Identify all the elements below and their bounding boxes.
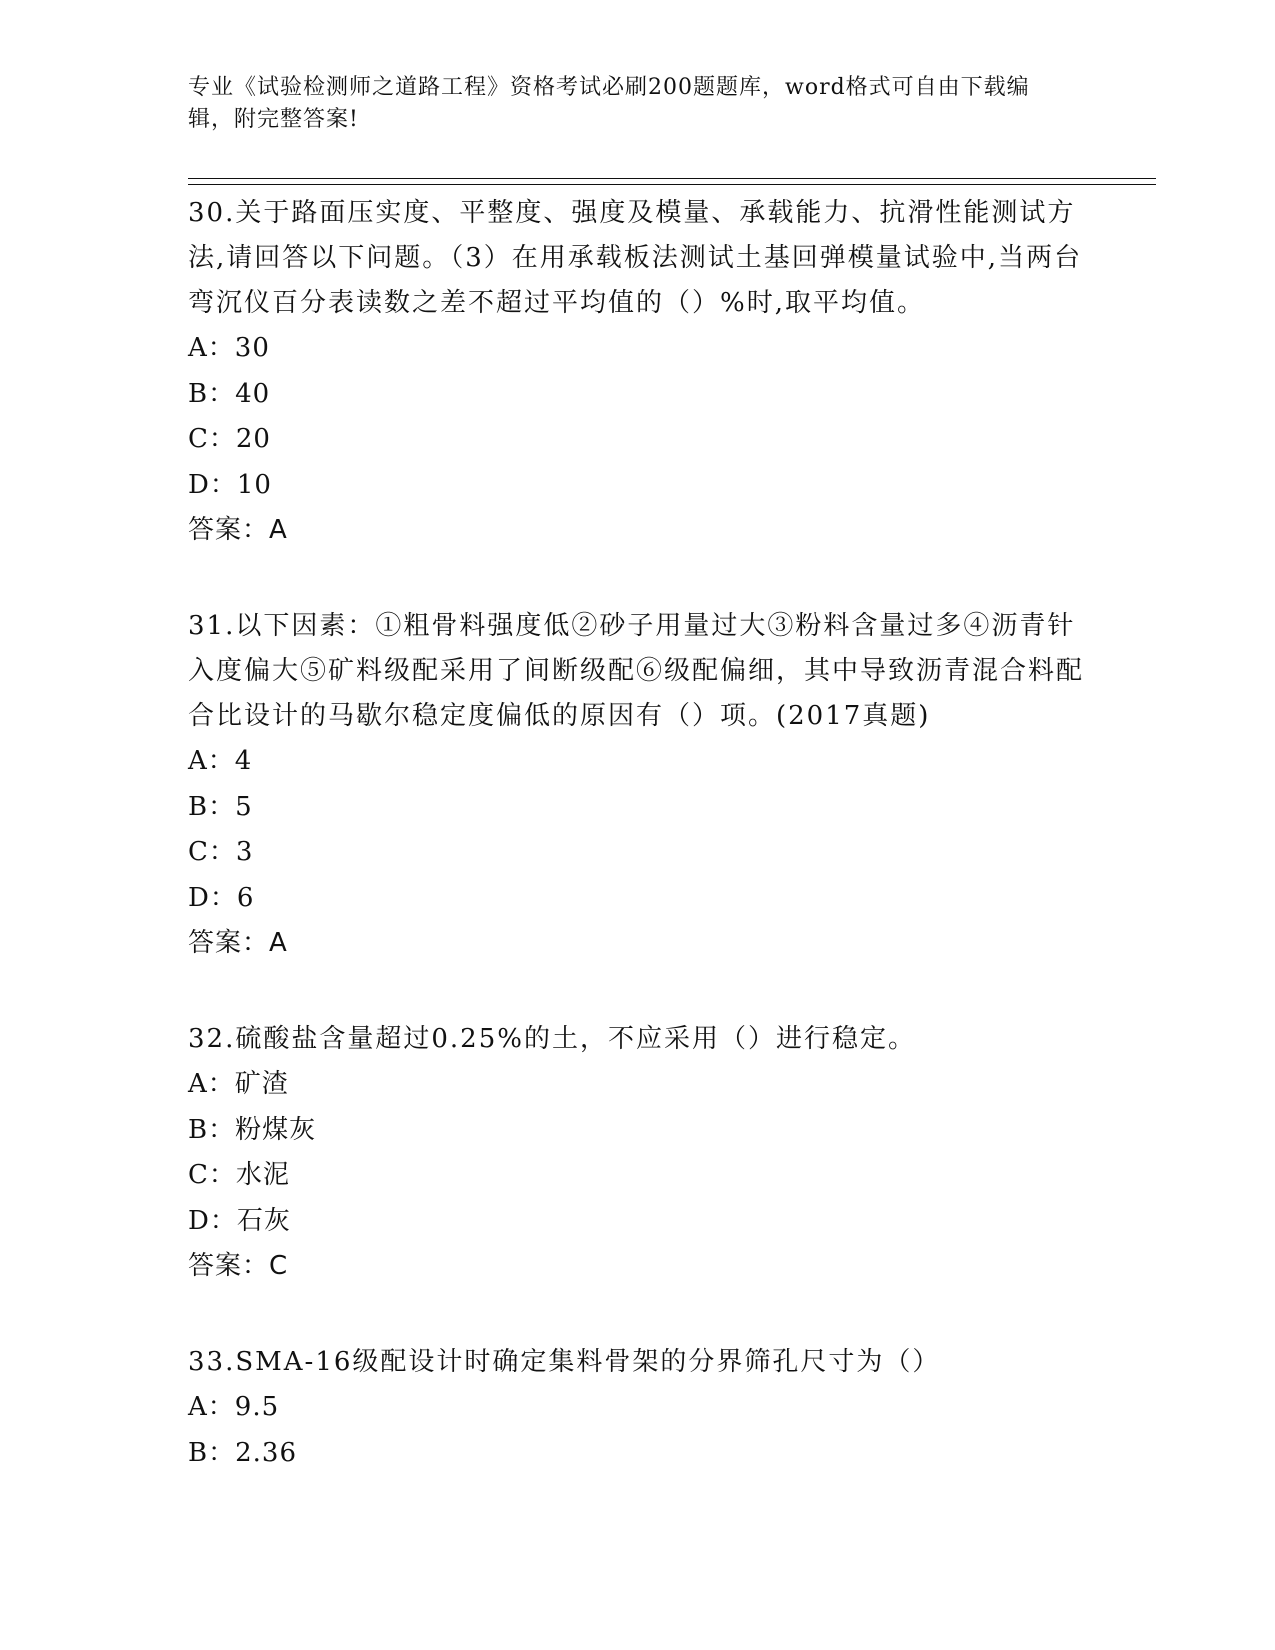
option-a: A：30: [188, 333, 270, 363]
option-d: D：石灰: [188, 1205, 291, 1236]
option-d: D：10: [188, 469, 272, 500]
option-list: [188, 739, 1088, 921]
question-stem: 30.关于路面压实度、平整度、强度及模量、承载能力、抗滑性能测试方法,请回答以下问题。（3）在用承载板法测试土基回弹模量试验中,当两台弯沉仪百分表读数之差不超过平均值的（）%时,取平均值。: [188, 198, 1083, 318]
document-header: 专业《试验检测师之道路工程》资格考试必刷200题题库，word格式可自由下载编辑，附完整答案!: [188, 75, 1030, 132]
question-list: [188, 188, 1088, 1476]
option-b: B：粉煤灰: [188, 1114, 317, 1145]
question-stem: 31.以下因素：①粗骨料强度低②砂子用量过大③粉料含量过多④沥青针入度偏大⑤矿料级配采用了间断级配⑥级配偏细，其中导致沥青混合料配合比设计的马歇尔稳定度偏低的原因有（）项。(2017真题): [188, 611, 1085, 731]
question-stem: 32.硫酸盐含量超过0.25%的土，不应采用（）进行稳定。: [188, 1024, 916, 1054]
answer-line: 答案：A: [188, 928, 288, 958]
question-spacer: [188, 553, 1088, 601]
question-33: [188, 1337, 1088, 1476]
question-spacer: [188, 966, 1088, 1014]
option-list: [188, 1062, 1088, 1244]
option-a: A：4: [188, 746, 253, 776]
option-a: A：矿渣: [188, 1069, 289, 1099]
answer-line: 答案：C: [188, 1251, 289, 1281]
question-31: [188, 601, 1088, 966]
option-c: C：水泥: [188, 1160, 290, 1190]
option-c: C：20: [188, 424, 271, 454]
option-b: B：40: [188, 378, 271, 409]
option-a: A：9.5: [188, 1392, 280, 1422]
option-c: C：3: [188, 837, 254, 867]
question-30: [188, 188, 1088, 553]
option-list: [188, 1385, 1088, 1476]
answer-line: 答案：A: [188, 515, 288, 545]
option-b: B：5: [188, 791, 253, 822]
option-d: D：6: [188, 882, 255, 913]
question-spacer: [188, 1289, 1088, 1337]
header-rule-bottom: [188, 184, 1156, 185]
question-stem: 33.SMA-16级配设计时确定集料骨架的分界筛孔尺寸为（）: [188, 1347, 941, 1377]
question-32: [188, 1014, 1088, 1289]
option-b: B：2.36: [188, 1437, 297, 1468]
option-list: [188, 326, 1088, 508]
header-rule-top: [188, 178, 1156, 179]
